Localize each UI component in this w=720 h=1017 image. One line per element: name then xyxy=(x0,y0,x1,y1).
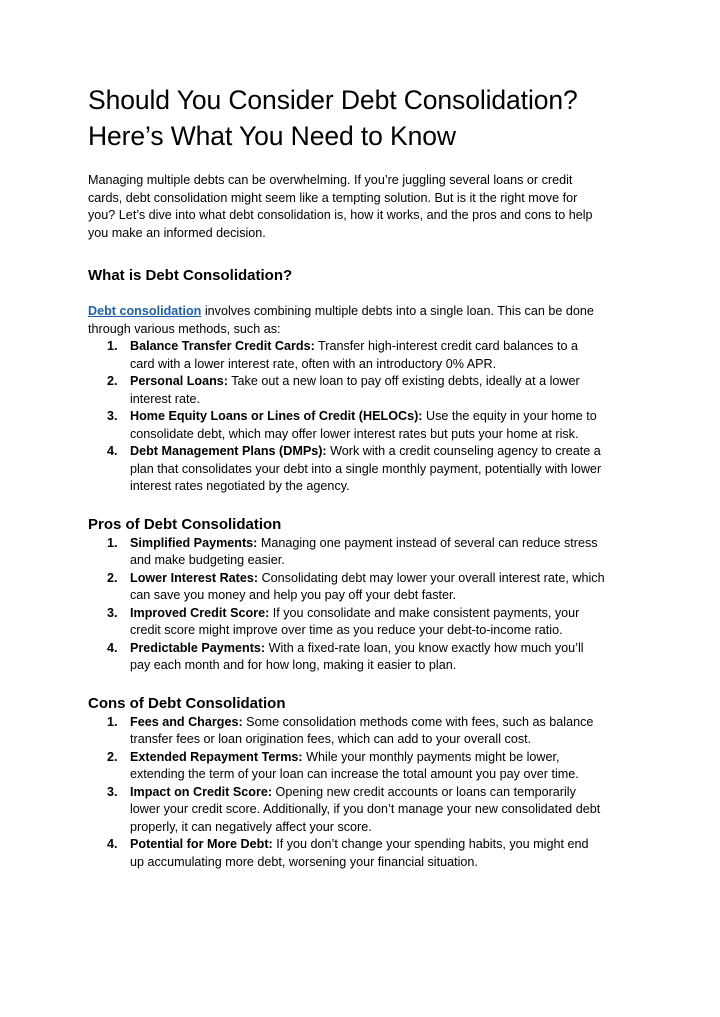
item-label: Debt Management Plans (DMPs): xyxy=(130,444,327,458)
cons-list xyxy=(88,714,640,872)
item-number: 1. xyxy=(107,714,118,729)
item-number: 3. xyxy=(107,605,118,620)
list-item xyxy=(88,443,640,496)
item-line: and make budgeting easier. xyxy=(130,553,285,567)
list-item xyxy=(88,605,640,640)
item-number: 2. xyxy=(107,374,118,388)
item-line xyxy=(130,714,640,732)
item-text: Use the equity in your home to xyxy=(422,409,597,423)
item-text: Opening new credit accounts or loans can temporarily xyxy=(272,784,576,799)
page-title xyxy=(88,82,640,154)
section-heading-cons: Cons of Debt Consolidation xyxy=(88,694,286,712)
item-line xyxy=(130,749,640,767)
item-number: 3. xyxy=(107,784,118,799)
item-line: card with a lower interest rate, often with an introductory 0% APR. xyxy=(130,356,497,371)
definition-line xyxy=(88,303,640,321)
list-item xyxy=(88,535,640,570)
list-item xyxy=(88,408,640,443)
item-number: 2. xyxy=(107,749,118,764)
item-line xyxy=(130,373,640,391)
debt-consolidation-link[interactable]: Debt consolidation xyxy=(88,304,202,318)
section-heading-what: What is Debt Consolidation? xyxy=(88,267,293,284)
item-line: consolidate debt, which may offer lower interest rates but puts your home at risk. xyxy=(130,426,579,441)
item-line xyxy=(130,640,640,658)
item-label: Simplified Payments: xyxy=(130,535,258,550)
list-item xyxy=(88,570,640,605)
item-line: plan that consolidates your debt into a single monthly payment, potentially with lower xyxy=(130,461,602,476)
item-line: properly, it can negatively affect your score. xyxy=(130,819,372,834)
item-text: Some consolidation methods come with fees, such as balance xyxy=(242,714,594,729)
intro-line: you make an informed decision. xyxy=(88,225,266,240)
item-label: Fees and Charges: xyxy=(130,714,243,729)
list-item xyxy=(88,784,640,837)
item-line xyxy=(130,408,640,426)
item-line xyxy=(130,535,640,553)
item-label: Extended Repayment Terms: xyxy=(130,749,303,764)
definition-text: involves combining multiple debts into a single loan. This can be done xyxy=(201,304,594,318)
intro-line: cards, debt consolidation might seem like a tempting solution. But is it the right move for xyxy=(88,190,578,205)
list-item xyxy=(88,714,640,749)
intro-line: Managing multiple debts can be overwhelming. If you’re juggling several loans or credit xyxy=(88,173,573,187)
item-number: 4. xyxy=(107,837,118,851)
item-line: extending the term of your loan can increase the total amount you pay over time. xyxy=(130,767,579,781)
item-label: Impact on Credit Score: xyxy=(130,784,273,799)
item-line xyxy=(130,836,640,854)
item-text: While your monthly payments might be lower, xyxy=(302,749,560,764)
section-heading-pros: Pros of Debt Consolidation xyxy=(88,515,282,533)
item-line: pay each month and for how long, making it easier to plan. xyxy=(130,658,457,672)
item-line: lower your credit score. Additionally, if you don’t manage your new consolidated debt xyxy=(130,802,601,816)
item-label: Improved Credit Score: xyxy=(130,605,270,620)
item-label: Home Equity Loans or Lines of Credit (HELOCs): xyxy=(130,409,423,423)
item-label: Predictable Payments: xyxy=(130,640,266,655)
item-number: 2. xyxy=(107,570,118,585)
methods-list xyxy=(88,338,640,496)
definition-paragraph xyxy=(88,303,640,338)
item-number: 1. xyxy=(107,339,118,353)
item-line xyxy=(130,605,640,623)
article xyxy=(88,82,640,871)
item-label: Balance Transfer Credit Cards: xyxy=(130,339,315,353)
list-item xyxy=(88,338,640,373)
item-line xyxy=(130,443,640,461)
item-line xyxy=(130,570,640,588)
item-line: can save you money and help you pay off your debt faster. xyxy=(130,588,457,602)
item-number: 4. xyxy=(107,640,118,655)
list-item xyxy=(88,749,640,784)
list-item xyxy=(88,373,640,408)
item-number: 4. xyxy=(107,444,118,458)
item-line xyxy=(130,338,640,356)
item-label: Lower Interest Rates: xyxy=(130,570,259,585)
item-label: Personal Loans: xyxy=(130,374,228,388)
item-text: Work with a credit counseling agency to create a xyxy=(326,444,601,458)
item-line: credit score might improve over time as you reduce your debt-to-income ratio. xyxy=(130,623,563,637)
intro-line: you? Let’s dive into what debt consolidation is, how it works, and the pros and cons to help xyxy=(88,208,593,222)
item-text: Consolidating debt may lower your overall interest rate, which xyxy=(258,570,605,585)
item-text: Take out a new loan to pay off existing debts, ideally at a lower xyxy=(227,374,580,388)
item-text: If you consolidate and make consistent payments, your xyxy=(269,605,580,620)
item-line xyxy=(130,784,640,802)
item-text: Managing one payment instead of several can reduce stress xyxy=(257,535,598,550)
title-line: Here’s What You Need to Know xyxy=(88,121,456,151)
item-line: transfer fees or loan origination fees, which can add to your overall cost. xyxy=(130,732,532,746)
list-item xyxy=(88,836,640,871)
pros-list xyxy=(88,535,640,675)
item-line: interest rate. xyxy=(130,391,200,406)
list-item xyxy=(88,640,640,675)
title-line: Should You Consider Debt Consolidation? xyxy=(88,85,578,115)
item-text: If you don’t change your spending habits, you might end xyxy=(272,837,589,851)
intro-paragraph xyxy=(88,172,640,242)
item-text: With a fixed-rate loan, you know exactly how much you’ll xyxy=(265,640,584,655)
definition-line: through various methods, such as: xyxy=(88,321,281,336)
item-number: 1. xyxy=(107,535,118,550)
item-line: interest rates negotiated by the agency. xyxy=(130,479,350,493)
item-number: 3. xyxy=(107,409,118,423)
item-line: up accumulating more debt, worsening your financial situation. xyxy=(130,854,478,869)
item-label: Potential for More Debt: xyxy=(130,837,273,851)
item-text: Transfer high-interest credit card balances to a xyxy=(314,339,578,353)
